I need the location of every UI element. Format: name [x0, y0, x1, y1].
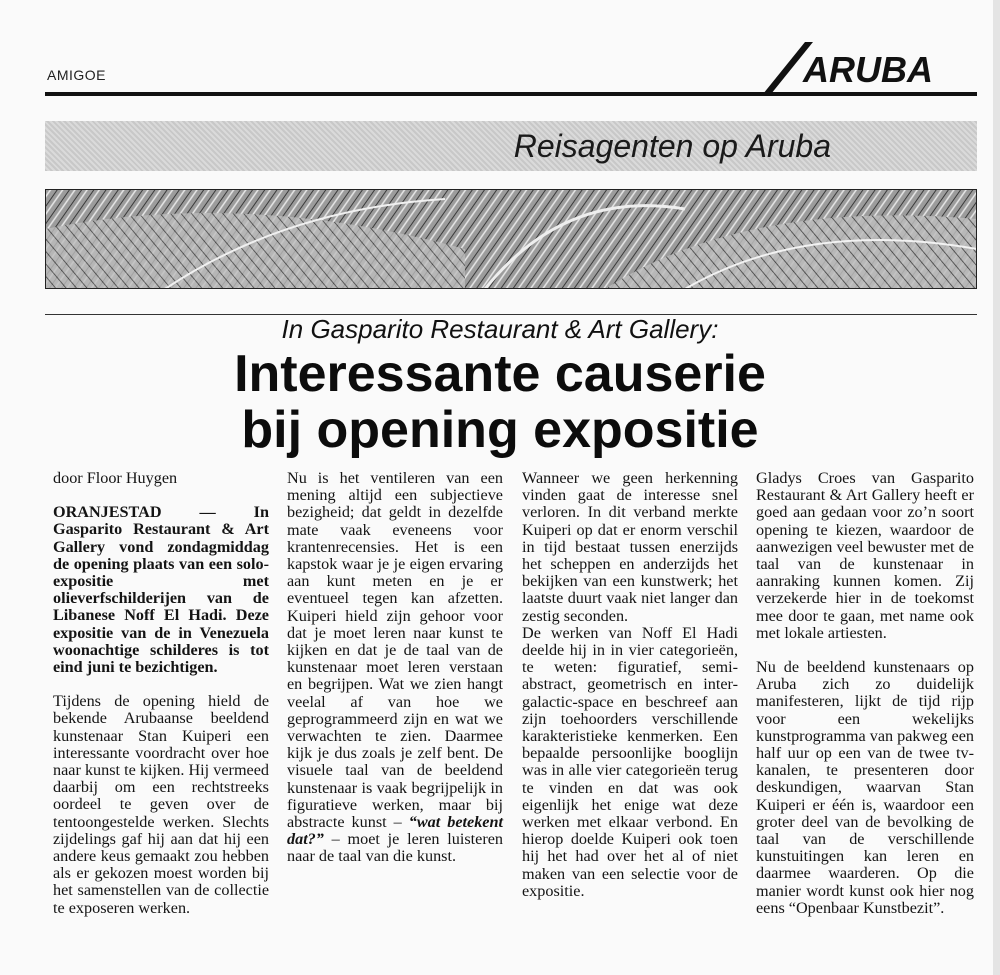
pull-quote: “wat betekent dat?”: [287, 813, 503, 849]
paragraph-1: Tijdens de opening hield de bekende Arubaanse beeldend kunstenaar Stan Kuiperi een interessante voordracht over hoe naar kunst te kijken. Hij vermeed daarbij om een rechtstreeks oordeel te geven over de tentoongestelde werken. Slechts zijdelings gaf hij aan dat hij een andere keus gemaakt zou hebben als er gekozen moest worden bij het samenstellen van de collectie te exposeren werken.: [53, 692, 269, 917]
paragraph-6: Nu de beeldend kunstenaars op Aruba zich zo duidelijk manifesteren, lijkt de tijd rijp voor een wekelijks kunstprogramma van pakweg een half uur op een van de twee tv-kanalen, te presenteren door deskundigen, waarvan Stan Kuiperi er één is, waardoor een groter deel van de bevolking de taal van de verschillende kunstuitingen kan leren en daarmee waarderen. Op die manier wordt kunst ook hier nog eens “Openbaar Kunstbezit”.: [756, 658, 975, 917]
palm-leaves-icon: [45, 189, 977, 289]
paragraph-3: Wanneer we geen herkenning vinden gaat de interesse snel verloren. In dit verband merkte Kuiperi op dat er enorm verschil in tijd bestaat tussen enerzijds het scheppen en anderzijds het bekijken van een kunstwerk; het laatste duurt vaak niet langer dan zestig seconden.: [522, 469, 738, 625]
aruba-logo: [763, 42, 978, 98]
paragraph-5: Gladys Croes van Gasparito Restaurant & Art Gallery heeft er goed aan gedaan voor zo’n soort opening te kiezen, waardoor de aanwezigen veel bewuster met de taal van de kunstenaar in aanraking kunnen komen. Zij verzekerde hier in de toekomst mee door te gaan, met name ook met lokale artiesten.: [756, 469, 974, 642]
subheadline: In Gasparito Restaurant & Art Gallery:: [281, 314, 719, 344]
headline-line-2: bij opening expositie: [241, 401, 759, 459]
paragraph-2: [287, 470, 503, 866]
byline: door Floor Huygen: [53, 469, 178, 487]
article-column-1: [53, 470, 269, 917]
article-column-3: [522, 470, 738, 900]
scan-edge: [993, 0, 1000, 975]
paragraph-2a: Nu is het ventileren van een mening altijd een subjectieve bezigheid; dat geldt in dezelfde mate vaak eveneens voor krantenrecensies. Het is een kapstok waar je je eigen ervaring aan kunt meten en je er eventueel tegen kan afzetten. Kuiperi hield zijn gehoor voor dat je moet leren naar kunst te kijken en dat je de taal van de kunstenaar moet leren verstaan en begrijpen. Wat we zien hangt veelal af van hoe we geprogrammeerd zijn en wat we verwachten te zien. Daarmee kijk je dus zoals je zelf bent. De visuele taal van de beeldend kunstenaar is vaak begrijpelijk in figuratieve werken, maar bij abstracte kunst –: [287, 469, 503, 832]
headline: [0, 346, 1000, 458]
kicker-band: [45, 121, 977, 171]
article-column-4: [756, 470, 974, 917]
logo-text: ARUBA: [803, 49, 933, 90]
paragraph-4: De werken van Noff El Hadi deelde hij in in vier categorieën, te weten: figuratief, semi-abstract, geometrisch en inter-galactic-space en beschreef aan zijn toehoorders verschillende karakteristieke kenmerken. Een bepaalde persoonlijke booglijn was in alle vier categorieën terug te vinden en dat was ook eigenlijk het enige wat deze werken met elkaar verbond. En hierop doelde Kuiperi ook toen hij het had over het al of niet maken van een selectie voor de expositie.: [522, 623, 738, 900]
article-column-2: [287, 470, 503, 866]
palm-leaves-photo: [45, 189, 977, 289]
kicker-title: Reisagenten op Aruba: [513, 128, 831, 164]
headline-line-1: Interessante causerie: [234, 345, 766, 403]
lead-paragraph: ORANJESTAD — In Gasparito Restaurant & Art Gallery vond zondagmiddag de opening plaats van een solo-expositie met olieverfschilderijen van de Libanese Noff El Hadi. Deze expositie van de in Venezuela woonachtige schilderes is tot eind juni te bezichtigen.: [53, 503, 269, 677]
paragraph-2b: – moet je leren luisteren naar de taal van die kunst.: [287, 830, 504, 866]
section-label: AMIGOE: [47, 67, 107, 83]
